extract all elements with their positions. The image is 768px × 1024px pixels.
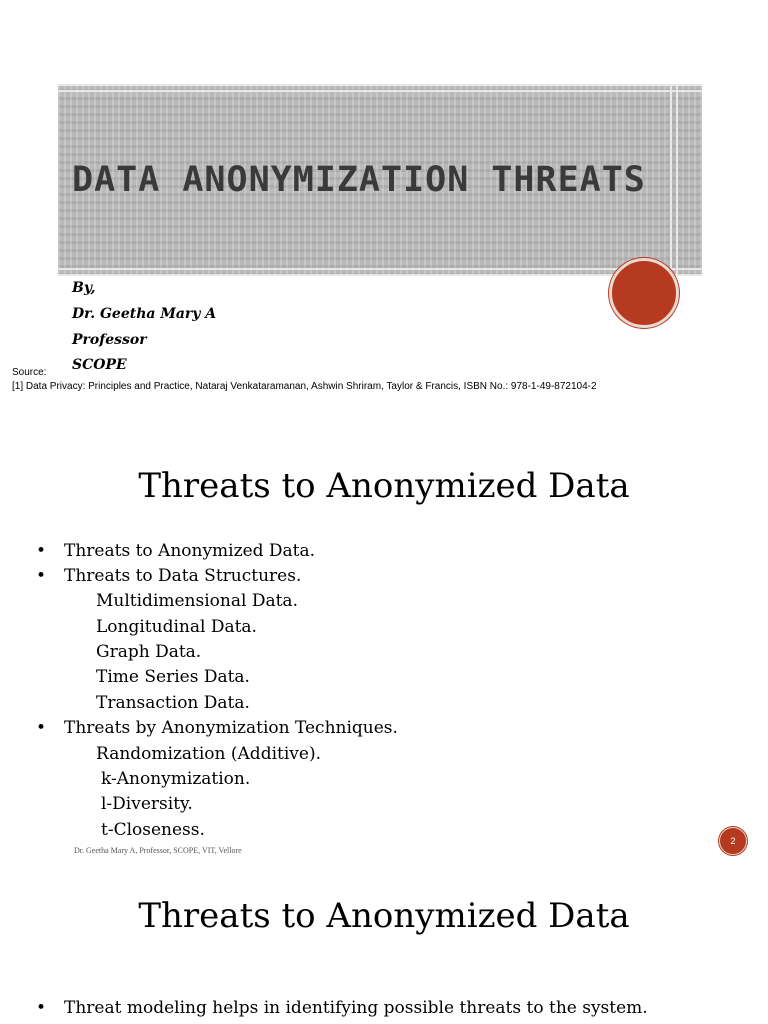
list-item: k-Anonymization.	[101, 769, 251, 789]
band-bottom-line	[58, 268, 702, 270]
author-name: Dr. Geetha Mary A	[72, 306, 217, 322]
slide2-heading: Threats to Anonymized Data	[138, 466, 630, 506]
bullet-dot-icon: •	[36, 718, 47, 738]
bullet-dot-icon: •	[36, 541, 47, 561]
slide-title: DATA ANONYMIZATION THREATS	[72, 160, 646, 200]
list-item: t-Closeness.	[101, 820, 205, 840]
list-item: Threat modeling helps in identifying possible threats to the system.	[64, 998, 648, 1018]
slide3-heading: Threats to Anonymized Data	[138, 896, 630, 936]
source-citation: [1] Data Privacy: Principles and Practice, Nataraj Venkataramanan, Ashwin Shriram, Taylor & Francis, ISBN No.: 978-1-49-872104-2	[12, 381, 597, 392]
band-bottom-line-2	[58, 274, 702, 276]
list-item: Randomization (Additive).	[96, 744, 321, 764]
bullet-dot-icon: •	[36, 998, 47, 1018]
list-item: Threats to Anonymized Data.	[64, 541, 316, 561]
list-item: Threats to Data Structures.	[64, 566, 302, 586]
list-item: Longitudinal Data.	[96, 617, 257, 637]
list-item: Graph Data.	[96, 642, 202, 662]
band-vertical-line	[670, 84, 672, 276]
decorative-circle	[609, 258, 679, 328]
band-top-line-2	[58, 90, 702, 92]
list-item: Threats by Anonymization Techniques.	[64, 718, 398, 738]
author-by: By,	[72, 280, 96, 296]
band-vertical-line-2	[676, 84, 678, 276]
band-top-line	[58, 84, 702, 86]
list-item: Transaction Data.	[96, 693, 250, 713]
bullet-dot-icon: •	[36, 566, 47, 586]
list-item: l-Diversity.	[101, 794, 193, 814]
source-label: Source:	[12, 367, 47, 378]
list-item: Time Series Data.	[96, 667, 250, 687]
author-title: Professor	[72, 332, 147, 348]
slide2-footer: Dr. Geetha Mary A, Professor, SCOPE, VIT, Vellore	[74, 846, 242, 855]
list-item: Multidimensional Data.	[96, 591, 298, 611]
page-number-badge: 2	[719, 827, 747, 855]
author-school: SCOPE	[72, 357, 127, 373]
